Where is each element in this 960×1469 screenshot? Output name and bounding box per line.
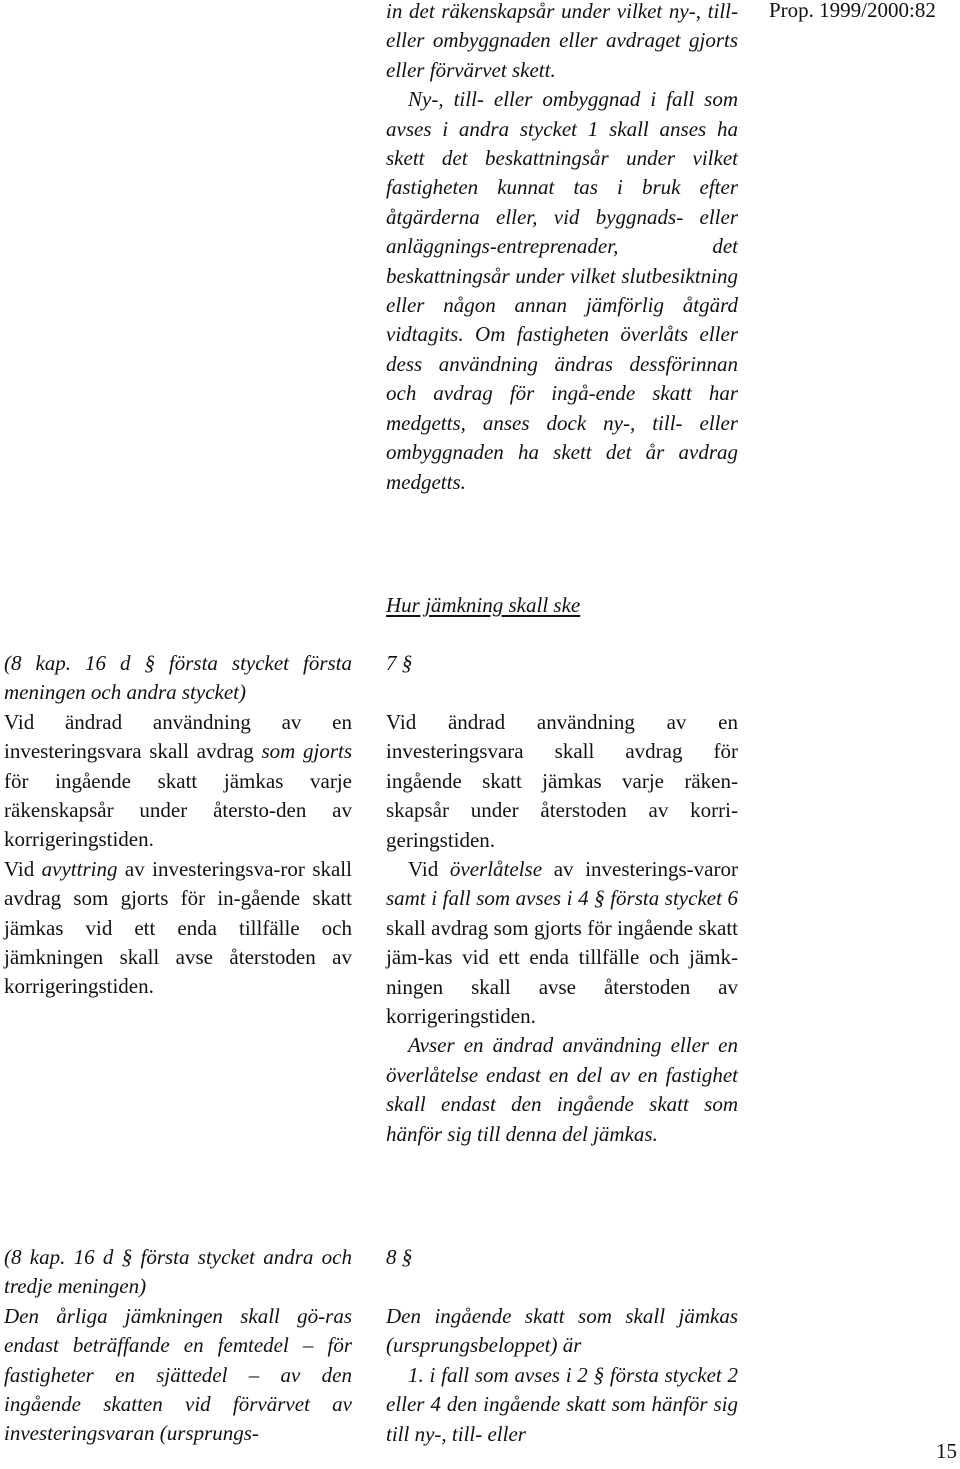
proposal-paragraph: Avser en ändrad användning eller en överlåtelse endast en del av en fastighet skall endast den ingående skatt som hänför sig till denna del jämkas. [386, 1033, 738, 1146]
current-law-7 [4, 649, 352, 1002]
section-heading: Hur jämkning skall ske [386, 593, 581, 617]
proposed-law-8 [386, 1302, 738, 1449]
proposal-paragraph [386, 855, 738, 1031]
proposal-paragraph: 1. i fall som avses i 2 § första stycket 2 eller 4 den ingående skatt som hänför sig till ny-, till- eller [386, 1362, 738, 1446]
section-number-8: 8 § [386, 1245, 413, 1269]
law-paragraph [4, 855, 352, 1002]
proposal-paragraph: Vid ändrad användning av en investeringsvara skall avdrag för ingående skatt jämkas varje räken-skapsår under återstoden av korri-geringstiden. [386, 710, 738, 852]
proposal-text: av investerings-varor [542, 857, 738, 882]
proposed-law-7 [386, 708, 738, 1149]
proposal-paragraph: Den ingående skatt som skall jämkas (ursprungsbeloppet) är [386, 1304, 738, 1358]
law-text-italic: som gjorts [261, 739, 352, 764]
continued-text-block [386, 0, 738, 497]
law-text-italic: avyttring [41, 856, 118, 881]
continued-paragraph: in det räkenskapsår under vilket ny-, till- eller ombyggnaden eller avdraget gjorts eller förvärvet skett. [386, 0, 738, 82]
proposition-number: Prop. 1999/2000:82 [769, 0, 936, 22]
current-law-8 [4, 1243, 352, 1449]
proposal-text-italic: samt i fall som avses i 4 § första stycket 6 [386, 886, 738, 911]
commencement-paragraph: Ny-, till- eller ombyggnad i fall som avses i andra stycket 1 skall anses ha skett det beskattningsår under vilket fastigheten kunnat tas i bruk efter åtgärderna eller, vid byggnads- eller anläggnings-entreprenader, det beskattningsår under vilket slutbesiktning eller någon annan jämförlig åtgärd vidtagits. Om fastigheten överlåts eller dess användning ändras dessförinnan och avdrag för ingå-ende skatt har medgetts, anses dock ny-, till- eller ombyggnaden ha skett det år avdrag medgetts. [386, 87, 738, 494]
law-reference: (8 kap. 16 d § första stycket första meningen och andra stycket) [4, 651, 352, 705]
law-text: Vid ändrad användning av en investeringsvara skall avdrag [4, 709, 352, 764]
law-text: Vid [4, 856, 42, 881]
page-number: 15 [936, 1439, 957, 1463]
proposal-text: Vid [408, 857, 450, 882]
law-text: för ingående skatt jämkas varje räkenskapsår under återsto-den av korrigeringstiden. [4, 768, 352, 852]
law-reference: (8 kap. 16 d § första stycket andra och tredje meningen) [4, 1245, 352, 1299]
section-number-7: 7 § [386, 651, 413, 675]
law-text: av investeringsva-ror skall avdrag som gjorts för in-gående skatt jämkas vid ett enda tillfälle och jämkningen skall avse återstoden av korrigeringstiden. [4, 856, 352, 999]
law-paragraph: Den årliga jämkningen skall gö-ras endast beträffande en femtedel – för fastigheter en sjättedel – av den ingående skatten vid förvärvet av investeringsvaran (ursprungs- [4, 1303, 352, 1446]
law-paragraph [4, 708, 352, 855]
proposal-text: skall avdrag som gjorts för ingående skatt jäm-kas vid ett enda tillfälle och jämk-ningen skall avse återstoden av korrigeringstiden. [386, 915, 738, 1029]
proposal-text-italic: överlåtelse [449, 857, 543, 882]
